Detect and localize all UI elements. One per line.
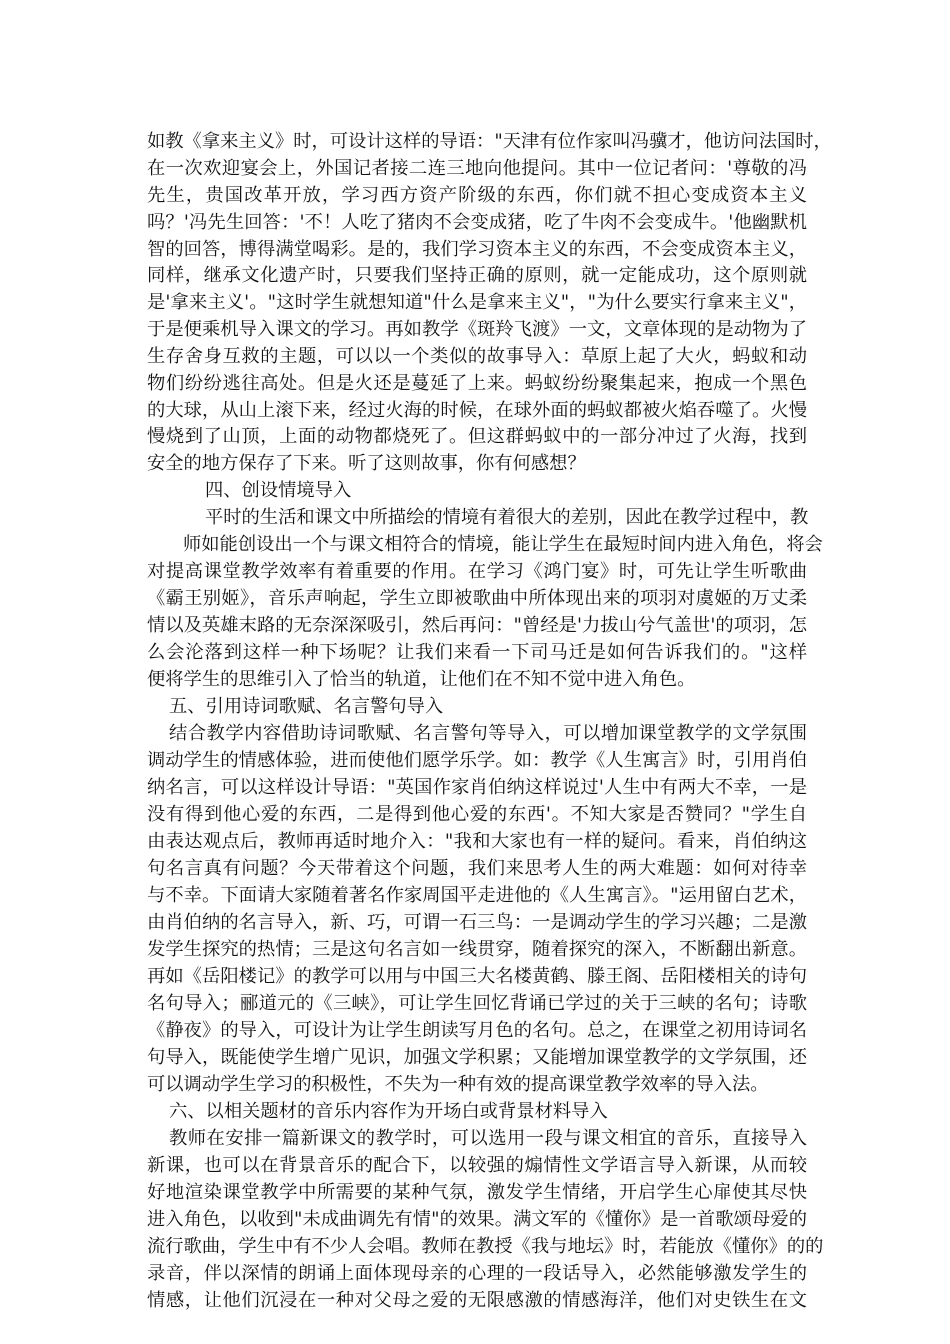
text-line: 于是便乘机导入课文的学习。再如教学《斑羚飞渡》一文，文章体现的是动物为了 xyxy=(147,319,807,340)
text-line: 录音，伴以深情的朗诵上面体现母亲的心理的一段话导入，必然能够激发学生的 xyxy=(147,1263,807,1284)
text-line: 句导入，既能使学生增广见识，加强文学积累；又能增加课堂教学的文学氛围，还 xyxy=(147,1047,807,1068)
text-line: 纳名言，可以这样设计导语："英国作家肖伯纳这样说过'人生中有两大不幸，一是 xyxy=(147,777,807,798)
text-line: 由表达观点后，教师再适时地介入："我和大家也有一样的疑问。看来，肖伯纳这 xyxy=(147,831,807,852)
text-line: 安全的地方保存了下来。听了这则故事，你有何感想？ xyxy=(147,453,586,474)
text-line: 师如能创设出一个与课文相符合的情境，能让学生在最短时间内进入角色，将会 xyxy=(183,534,823,555)
text-line: 平时的生活和课文中所描绘的情境有着很大的差别，因此在教学过程中，教 xyxy=(205,507,809,528)
text-line: 情感，让他们沉浸在一种对父母之爱的无限感激的情感海洋，他们对史铁生在文 xyxy=(147,1290,807,1311)
section-heading: 五、引用诗词歌赋、名言警句导入 xyxy=(169,696,444,717)
text-line: 《静夜》的导入，可设计为让学生朗读写月色的名句。总之，在课堂之初用诗词名 xyxy=(147,1020,807,1041)
text-line: 同样，继承文化遗产时，只要我们坚持正确的原则，就一定能成功，这个原则就 xyxy=(147,265,807,286)
text-line: 如教《拿来主义》时，可设计这样的导语："天津有位作家叫冯骥才，他访问法国时， xyxy=(147,131,832,152)
text-line: 物们纷纷逃往高处。但是火还是蔓延了上来。蚂蚁纷纷聚集起来，抱成一个黑色 xyxy=(147,373,807,394)
text-line: 生存舍身互救的主题，可以以一个类似的故事导入：草原上起了大火，蚂蚁和动 xyxy=(147,346,807,367)
text-line: 发学生探究的热情；三是这句名言如一线贯穿，随着探究的深入，不断翻出新意。 xyxy=(147,939,807,960)
text-line: 是'拿来主义'。"这时学生就想知道"什么是拿来主义"，"为什么要实行拿来主义"， xyxy=(147,292,807,313)
text-line: 再如《岳阳楼记》的教学可以用与中国三大名楼黄鹤、滕王阁、岳阳楼相关的诗句 xyxy=(147,966,807,987)
text-line: 新课，也可以在背景音乐的配合下，以较强的煽情性文学语言导入新课，从而较 xyxy=(147,1155,807,1176)
text-line: 慢烧到了山顶，上面的动物都烧死了。但这群蚂蚁中的一部分冲过了火海，找到 xyxy=(147,426,807,447)
text-line: 与不幸。下面请大家随着著名作家周国平走进他的《人生寓言》。"运用留白艺术， xyxy=(147,885,807,906)
text-line: 好地渲染课堂教学中所需要的某种气氛，激发学生情绪，开启学生心扉使其尽快 xyxy=(147,1182,807,1203)
text-line: 由肖伯纳的名言导入，新、巧，可谓一石三鸟：一是调动学生的学习兴趣；二是激 xyxy=(147,912,807,933)
text-line: 可以调动学生学习的积极性，不失为一种有效的提高课堂教学效率的导入法。 xyxy=(147,1074,769,1095)
text-line: 的大球，从山上滚下来，经过火海的时候，在球外面的蚂蚁都被火焰吞噬了。火慢 xyxy=(147,400,807,421)
text-line: 名句导入；郦道元的《三峡》，可让学生回忆背诵已学过的关于三峡的名句；诗歌 xyxy=(147,993,807,1014)
text-line: 先生，贵国改革开放，学习西方资产阶级的东西，你们就不担心变成资本主义 xyxy=(147,185,807,206)
text-line: 在一次欢迎宴会上，外国记者接二连三地向他提问。其中一位记者问：'尊敬的冯 xyxy=(147,158,807,179)
text-line: 么会沦落到这样一种下场呢？让我们来看一下司马迁是如何告诉我们的。"这样 xyxy=(147,642,807,663)
text-line: 调动学生的情感体验，进而使他们愿学乐学。如：教学《人生寓言》时，引用肖伯 xyxy=(147,750,807,771)
text-line: 便将学生的思维引入了恰当的轨道，让他们在不知不觉中进入角色。 xyxy=(147,669,696,690)
text-line: 教师在安排一篇新课文的教学时，可以选用一段与课文相宜的音乐，直接导入 xyxy=(169,1128,807,1149)
section-heading: 六、以相关题材的音乐内容作为开场白或背景材料导入 xyxy=(169,1101,608,1122)
text-line: 没有得到他心爱的东西，二是得到他心爱的东西'。不知大家是否赞同？"学生自 xyxy=(147,804,807,825)
text-line: 《霸王别姬》，音乐声响起，学生立即被歌曲中所体现出来的项羽对虞姬的万丈柔 xyxy=(147,588,807,609)
text-line: 句名言真有问题？今天带着这个问题，我们来思考人生的两大难题：如何对待幸 xyxy=(147,858,807,879)
text-line: 情以及英雄末路的无奈深深吸引，然后再问："曾经是'力拔山兮气盖世'的项羽，怎 xyxy=(147,615,807,636)
section-heading: 四、创设情境导入 xyxy=(205,480,352,501)
text-line: 对提高课堂教学效率有着重要的作用。在学习《鸿门宴》时，可先让学生听歌曲 xyxy=(147,561,807,582)
text-line: 吗？'冯先生回答：'不！人吃了猪肉不会变成猪，吃了牛肉不会变成牛。'他幽默机 xyxy=(147,212,807,233)
text-line: 进入角色，以收到"未成曲调先有情"的效果。满文军的《懂你》是一首歌颂母爱的 xyxy=(147,1209,807,1230)
text-line: 流行歌曲，学生中有不少人会唱。教师在教授《我与地坛》时，若能放《懂你》的的 xyxy=(147,1236,824,1257)
text-line: 智的回答，博得满堂喝彩。是的，我们学习资本主义的东西，不会变成资本主义， xyxy=(147,239,807,260)
text-line: 结合教学内容借助诗词歌赋、名言警句等导入，可以增加课堂教学的文学氛围 xyxy=(169,723,807,744)
